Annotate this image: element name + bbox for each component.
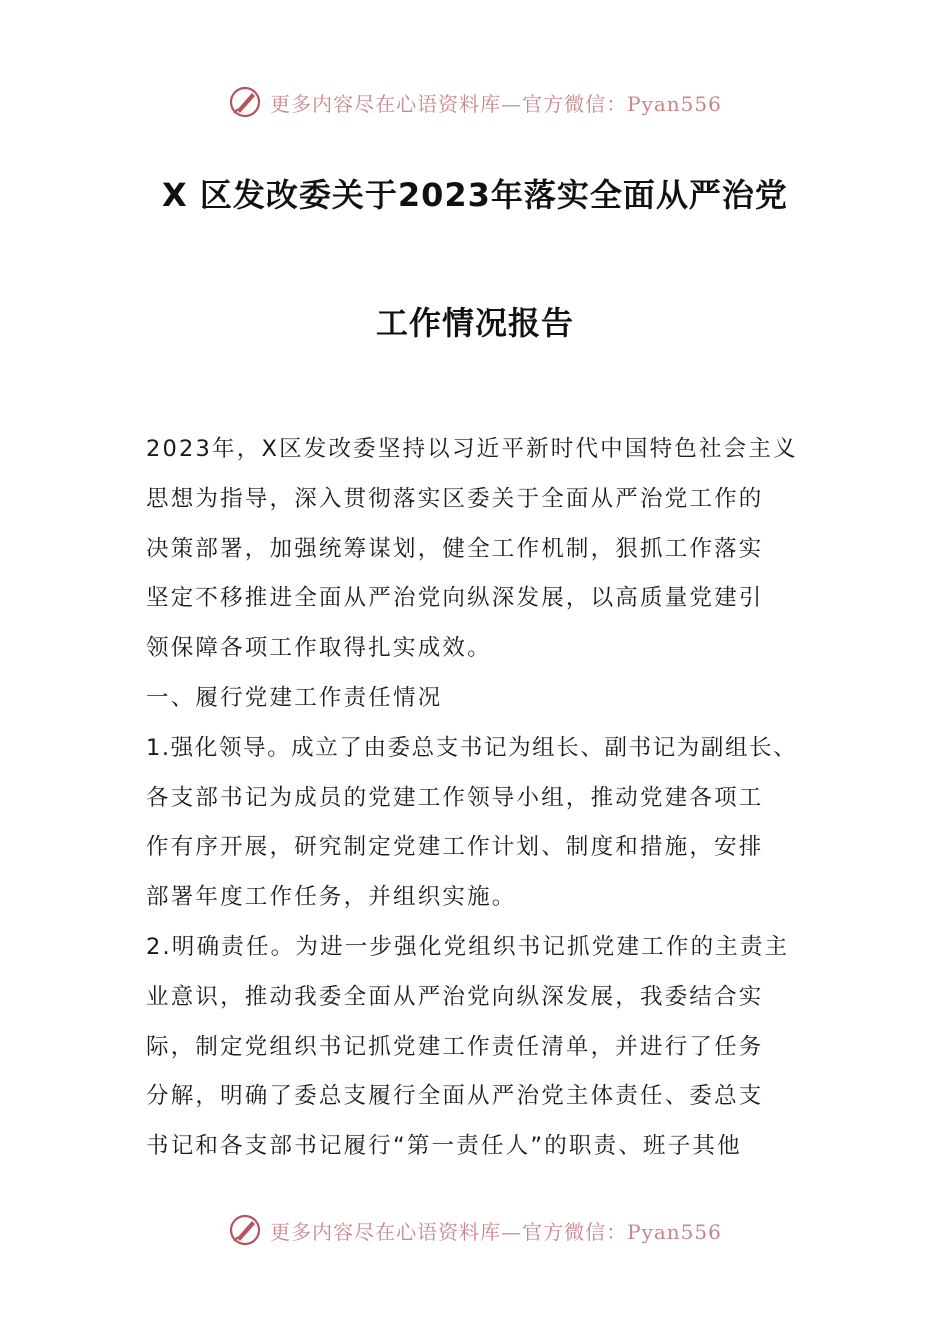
body-line: 1.强化领导。成立了由委总支书记为组长、副书记为副组长、 [146,734,798,761]
watermark-banner-bottom [0,1210,950,1250]
body-line: 决策部署，加强统筹谋划，健全工作机制，狠抓工作落实 [146,535,764,562]
body-line: 各支部书记为成员的党建工作领导小组，推动党建各项工 [146,784,764,811]
document-title-line-2: 工作情况报告 [375,304,574,342]
body-line: 分解，明确了委总支履行全面从严治党主体责任、委总支 [146,1083,764,1110]
watermark-text: 更多内容尽在心语资料库—官方微信：Pyan556 [270,91,722,116]
body-line: 部署年度工作任务，并组织实施。 [146,884,517,911]
document-body [146,425,826,1172]
watermark-text: 更多内容尽在心语资料库—官方微信：Pyan556 [270,1219,722,1244]
body-line: 坚定不移推进全面从严治党向纵深发展，以高质量党建引 [146,585,764,612]
body-line: 际，制定党组织书记抓党建工作责任清单，并进行了任务 [146,1033,764,1060]
pen-circle-logo-icon [228,85,262,119]
body-line: 书记和各支部书记履行“第一责任人”的职责、班子其他 [146,1133,742,1160]
body-line: 思想为指导，深入贯彻落实区委关于全面从严治党工作的 [146,485,764,512]
body-line: 业意识，推动我委全面从严治党向纵深发展，我委结合实 [146,983,764,1010]
body-line: 2023年，X区发改委坚持以习近平新时代中国特色社会主义 [146,436,798,462]
watermark-banner-top [0,82,950,122]
section-heading: 一、履行党建工作责任情况 [146,684,443,711]
body-line: 2.明确责任。为进一步强化党组织书记抓党建工作的主责主 [146,933,790,960]
document-title-line-1: X 区发改委关于2023年落实全面从严治党 [162,176,788,214]
pen-circle-logo-icon [228,1213,262,1247]
body-line: 作有序开展，研究制定党建工作计划、制度和措施，安排 [146,834,764,861]
body-line: 领保障各项工作取得扎实成效。 [146,635,492,662]
